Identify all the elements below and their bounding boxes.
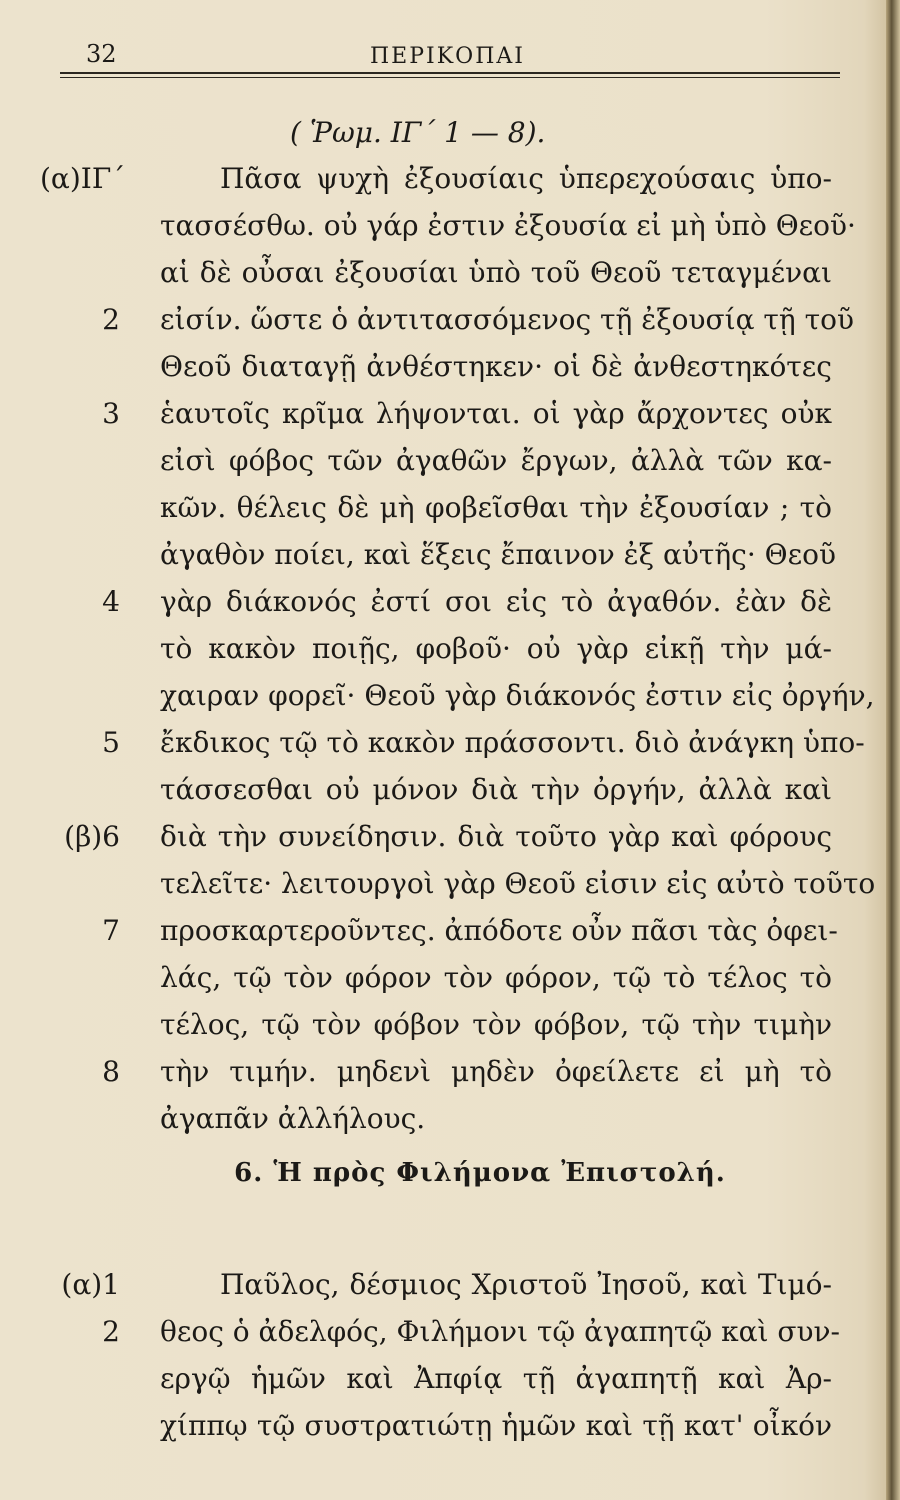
text-line: διὰ τὴν συνείδησιν. διὰ τοῦτο γὰρ καὶ φόρους [160, 820, 832, 853]
text-line: ἑαυτοῖς κρῖμα λήψονται. οἱ γὰρ ἄρχοντες οὐκ [160, 397, 832, 430]
verse-marker: (β)6 [64, 820, 120, 853]
text-line: εἰσίν. ὥστε ὁ ἀντιτασσόμενος τῇ ἐξουσίᾳ τῇ τοῦ [160, 303, 854, 336]
verse-marker: 3 [102, 397, 120, 430]
verse-marker: (α)ΙΓ΄ [40, 162, 126, 195]
text-line: τὸ κακὸν ποιῇς, φοβοῦ· οὐ γὰρ εἰκῇ τὴν μά- [160, 632, 832, 665]
text-line: τάσσεσθαι οὐ μόνον διὰ τὴν ὀργήν, ἀλλὰ καὶ [160, 773, 832, 806]
verse-marker: 2 [102, 1315, 120, 1348]
text-line: προσκαρτεροῦντες. ἀπόδοτε οὖν πᾶσι τὰς ὀφει- [160, 914, 838, 947]
header-rule-thin [60, 77, 840, 78]
text-line: ἀγαθὸν ποίει, καὶ ἕξεις ἔπαινον ἐξ αὐτῆς· Θεοῦ [160, 538, 836, 571]
page-number: 32 [86, 40, 117, 68]
text-line: τέλος, τῷ τὸν φόβον τὸν φόβον, τῷ τὴν τιμὴν [160, 1008, 832, 1041]
text-line: τὴν τιμήν. μηδενὶ μηδὲν ὀφείλετε εἰ μὴ τὸ [160, 1055, 832, 1088]
text-line: τελεῖτε· λειτουργοὶ γὰρ Θεοῦ εἰσιν εἰς αὐτὸ τοῦτο [160, 867, 876, 900]
text-line: εἰσὶ φόβος τῶν ἀγαθῶν ἔργων, ἀλλὰ τῶν κα- [160, 444, 832, 477]
text-line: εργῷ ἡμῶν καὶ Ἀπφίᾳ τῇ ἀγαπητῇ καὶ Ἀρ- [160, 1362, 832, 1395]
header-rule [60, 72, 840, 74]
text-line: θεος ὁ ἀδελφός, Φιλήμονι τῷ ἀγαπητῷ καὶ συν- [160, 1315, 841, 1348]
text-line: χίππῳ τῷ συστρατιώτῃ ἡμῶν καὶ τῇ κατ' οἶκόν [160, 1409, 832, 1442]
text-line: κῶν. θέλεις δὲ μὴ φοβεῖσθαι τὴν ἐξουσίαν ; τὸ [160, 491, 832, 524]
text-line: ἔκδικος τῷ τὸ κακὸν πράσσοντι. διὸ ἀνάγκη ὑπο- [160, 726, 865, 759]
text-line: γὰρ διάκονός ἐστί σοι εἰς τὸ ἀγαθόν. ἐὰν δὲ [160, 585, 832, 618]
text-line: Πᾶσα ψυχὴ ἐξουσίαις ὑπερεχούσαις ὑπο- [220, 162, 832, 195]
binding-edge [886, 0, 900, 1500]
text-line: τασσέσθω. οὐ γάρ ἐστιν ἐξουσία εἰ μὴ ὑπὸ Θεοῦ· [160, 209, 856, 242]
verse-marker: 2 [102, 303, 120, 336]
text-line: αἱ δὲ οὖσαι ἐξουσίαι ὑπὸ τοῦ Θεοῦ τεταγμέναι [160, 256, 832, 289]
running-head: ΠΕΡΙΚΟΠΑΙ [370, 44, 525, 69]
text-line: χαιραν φορεῖ· Θεοῦ γὰρ διάκονός ἐστιν εἰς ὀργήν, [160, 679, 875, 712]
verse-marker: 8 [102, 1055, 120, 1088]
text-line: ἀγαπᾶν ἀλλήλους. [160, 1102, 426, 1135]
text-line: Παῦλος, δέσμιος Χριστοῦ Ἰησοῦ, καὶ Τιμό- [220, 1268, 832, 1301]
text-line: λάς, τῷ τὸν φόρον τὸν φόρον, τῷ τὸ τέλος τὸ [160, 961, 832, 994]
verse-marker: 4 [102, 585, 120, 618]
section-heading: 6. Ἡ πρὸς Φιλήμονα Ἐπιστολή. [234, 1158, 726, 1188]
verse-marker: 5 [102, 726, 120, 759]
verse-marker: 7 [102, 914, 120, 947]
scripture-reference: ( Ῥωμ. ΙΓ΄ 1 — 8). [290, 116, 546, 149]
verse-marker: (α)1 [61, 1268, 120, 1301]
text-line: Θεοῦ διαταγῇ ἀνθέστηκεν· οἱ δὲ ἀνθεστηκότες [160, 350, 832, 383]
